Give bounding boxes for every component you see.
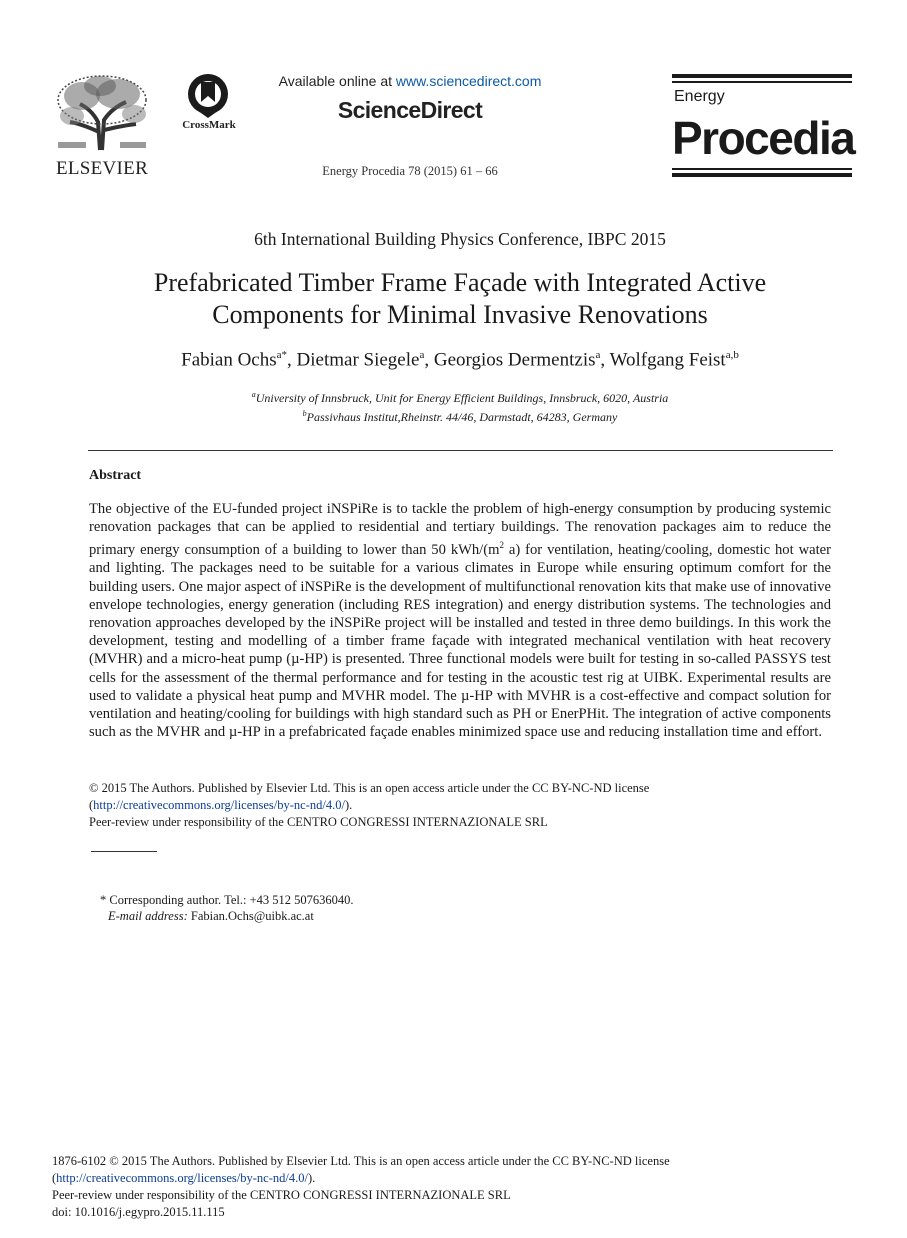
logo-procedia-text: Procedia bbox=[672, 112, 855, 164]
author-sup: a bbox=[419, 349, 425, 361]
conference-name: 6th International Building Physics Conference, IBPC 2015 bbox=[254, 229, 666, 249]
affiliation-text: Passivhaus Institut,Rheinstr. 44/46, Darmstadt, 64283, Germany bbox=[306, 410, 618, 424]
crossmark-icon bbox=[186, 72, 230, 120]
logo-rule-bottom bbox=[672, 173, 852, 177]
logo-rule-bottom-thin bbox=[672, 168, 852, 170]
footer-license-link[interactable]: http://creativecommons.org/licenses/by-nc-nd/4.0/ bbox=[56, 1171, 308, 1185]
license-line: © 2015 The Authors. Published by Elsevier Ltd. This is an open access article under the CC BY-NC-ND license bbox=[89, 781, 650, 795]
affiliation-sup: b bbox=[302, 409, 307, 418]
sciencedirect-link[interactable]: www.sciencedirect.com bbox=[395, 73, 542, 89]
page-footer bbox=[52, 1153, 872, 1221]
author-name: Georgios Dermentzis bbox=[433, 349, 596, 371]
elsevier-wordmark: ELSEVIER bbox=[55, 158, 149, 179]
author-name: Dietmar Siegele bbox=[296, 349, 420, 371]
license-link[interactable]: http://creativecommons.org/licenses/by-nc-nd/4.0/ bbox=[93, 798, 345, 812]
elsevier-logo bbox=[52, 72, 152, 180]
email-address[interactable]: Fabian.Ochs@uibk.ac.at bbox=[187, 909, 314, 923]
corresponding-footnote bbox=[100, 892, 700, 924]
availability-line bbox=[230, 73, 590, 89]
abstract-text-part1: The objective of the EU-funded project iNSPiRe is to tackle the problem of high-energy consumption by producing systemic renovation packages that can be applied to residential and tertiary buildings. The renovation packages aim to reduce the primary energy consumption of a building to lower than 50 kWh/(m bbox=[89, 501, 831, 559]
author-sup: a* bbox=[276, 349, 288, 361]
corresponding-author: * Corresponding author. Tel.: +43 512 507636040. bbox=[100, 893, 354, 907]
paper-title bbox=[100, 267, 820, 331]
abstract-superscript: 2 bbox=[499, 540, 504, 551]
footer-link-line: (http://creativecommons.org/licenses/by-nc-nd/4.0/). bbox=[52, 1171, 316, 1185]
abstract-text-part2: a) for ventilation, heating/cooling, domestic hot water and lighting. The packages need to be suitable for a various climates in Europe while ensuring optimum comfort for the building users. One major aspect of iNSPiRe is the development of multifunctional renovation kits that make use of innovative envelope technologies, energy generation (including RES integration) and energy distribution systems. The technologies and renovation approaches developed by the iNSPiRe project will be installed and tested in three demo buildings. In this work the development, testing and modelling of a timber frame façade with integrated mechanical ventilation with heat recovery (MVHR) and a micro-heat pump (µ-HP) is presented. Three functional models were built for testing in so-called PASSYS test cells for the assessment of the thermal performance and for testing in the acoustic test rig at UIBK. Experimental results are used to validate a physical heat pump and MVHR model. The µ-HP with MVHR is a cost-effective and compact solution for ventilation and heating/cooling for buildings with high standard such as PH or EnerPHit. The integration of active components such as the MVHR and µ-HP in a prefabricated façade enables minimized space use and reducing installation time and effort. bbox=[89, 542, 831, 741]
footer-license-line: 1876-6102 © 2015 The Authors. Published by Elsevier Ltd. This is an open access article under the CC BY-NC-ND license bbox=[52, 1154, 670, 1168]
logo-energy-text: Energy bbox=[674, 88, 725, 105]
journal-reference: Energy Procedia 78 (2015) 61 – 66 bbox=[322, 164, 498, 178]
available-prefix: Available online at bbox=[278, 73, 396, 89]
affiliation-text: University of Innsbruck, Unit for Energy Efficient Buildings, Innsbruck, 6020, Austria bbox=[255, 391, 669, 405]
author-list: Fabian Ochs$^{a*}$, Dietmar Siegele$^a$, Georgios Dermentzis$^a$, Wolfgang Feist$^{a,b}$ bbox=[181, 349, 739, 371]
license-link-line: (http://creativecommons.org/licenses/by-nc-nd/4.0/). bbox=[89, 798, 353, 812]
footer-doi[interactable]: doi: 10.1016/j.egypro.2015.11.115 bbox=[52, 1205, 225, 1219]
footer-peer-review: Peer-review under responsibility of the CENTRO CONGRESSI INTERNAZIONALE SRL bbox=[52, 1188, 511, 1202]
abstract-body bbox=[89, 500, 831, 742]
affiliations bbox=[60, 387, 860, 425]
footnote-divider bbox=[91, 851, 157, 852]
author-sup: a,b bbox=[725, 349, 739, 361]
affiliation-a bbox=[60, 387, 860, 406]
email-label: E-mail address: bbox=[108, 909, 188, 923]
author-sup: a bbox=[595, 349, 601, 361]
logo-rule-top bbox=[672, 74, 852, 78]
affiliation-sup: a bbox=[251, 390, 256, 399]
logo-rule-top-thin bbox=[672, 81, 852, 83]
sciencedirect-wordmark: ScienceDirect bbox=[337, 97, 483, 123]
title-line-2: Components for Minimal Invasive Renovations bbox=[212, 300, 708, 329]
elsevier-tree-icon bbox=[52, 72, 152, 152]
peer-review-line: Peer-review under responsibility of the CENTRO CONGRESSI INTERNAZIONALE SRL bbox=[89, 815, 548, 829]
section-divider bbox=[88, 450, 833, 451]
email-line bbox=[100, 908, 700, 924]
title-line-1: Prefabricated Timber Frame Façade with Integrated Active bbox=[153, 268, 767, 297]
license-block bbox=[89, 780, 831, 831]
affiliation-b bbox=[60, 406, 860, 425]
crossmark-label: CrossMark bbox=[182, 119, 236, 131]
author-name: Wolfgang Feist bbox=[609, 349, 726, 371]
author-name: Fabian Ochs bbox=[181, 349, 277, 371]
energy-procedia-logo bbox=[672, 74, 855, 178]
abstract-heading: Abstract bbox=[89, 468, 142, 483]
